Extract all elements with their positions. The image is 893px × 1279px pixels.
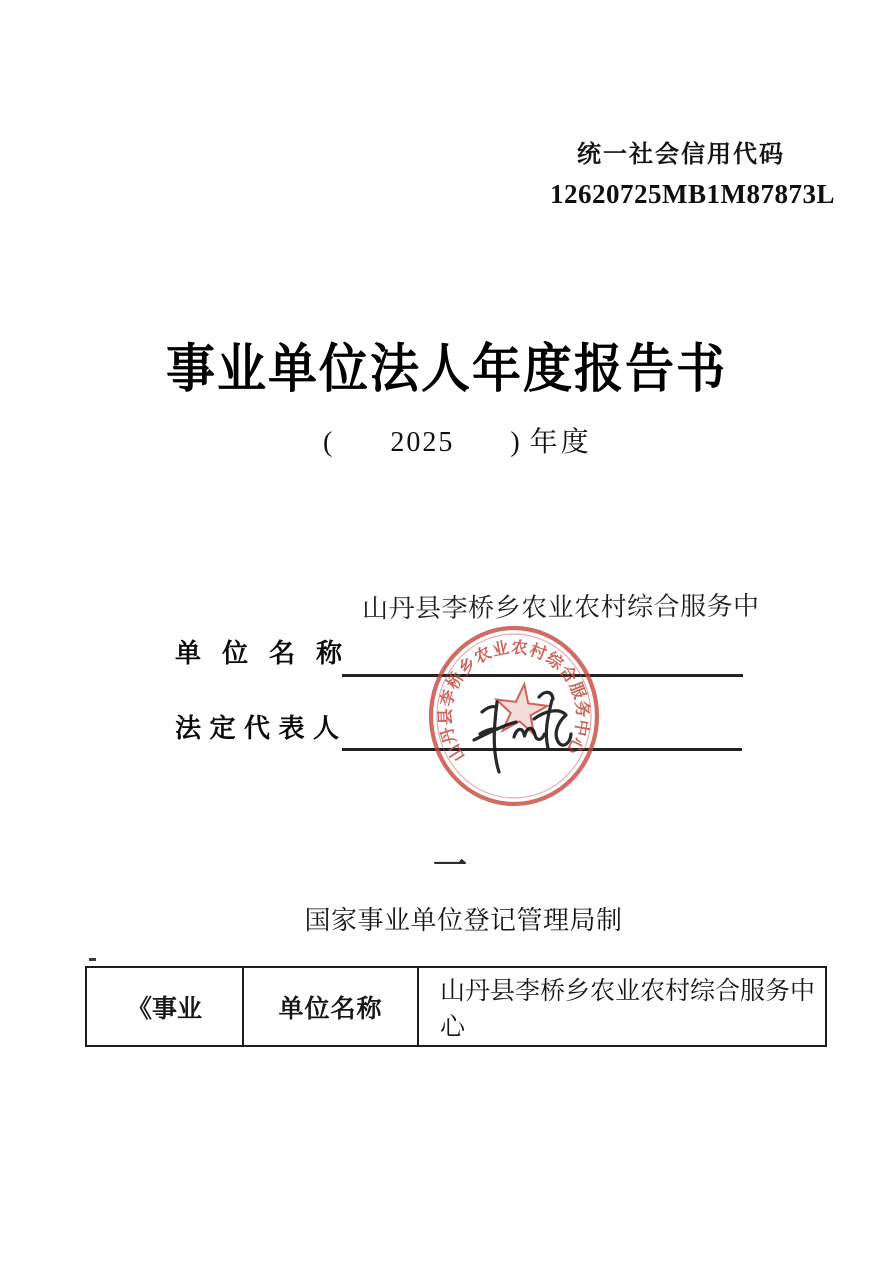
year-paren-open: ( [323,427,333,458]
issuer-line: 国家事业单位登记管理局制 [304,906,623,935]
page-title: 事业单位法人年度报告书 [165,340,727,399]
footer-table-cell: 山丹县李桥乡农业农村综合服务中心 [440,977,816,1041]
unit-name-label: 单位名称 [175,638,364,668]
signature-stroke [494,702,499,772]
seal-arc-text: 山丹县李桥乡农业农村综合服务中心 [435,637,593,765]
signature-stroke [539,692,553,699]
credit-code-value: 12620725MB1M87873L [550,179,835,209]
footer-table-cell: 《事业 [87,968,244,1045]
year-paren-close: ) [510,427,520,458]
footer-table-cell: 单位名称 [244,968,419,1045]
legal-representative-label: 法定代表人 [175,713,348,743]
scan-artifact-mark [89,958,96,961]
signature-stroke [482,707,496,712]
year-suffix: 年度 [529,427,592,458]
unit-name-value: 山丹县李桥乡农业农村综合服务中 [361,591,760,624]
year-line [323,420,592,460]
legal-representative-signature [436,672,586,797]
credit-code-label: 统一社会信用代码 [577,142,785,168]
signature-stroke [546,700,552,748]
year-value: 2025 [390,427,455,458]
signature-stroke [514,728,545,739]
divider-mark: 一 [433,848,467,885]
footer-table [85,966,827,1047]
